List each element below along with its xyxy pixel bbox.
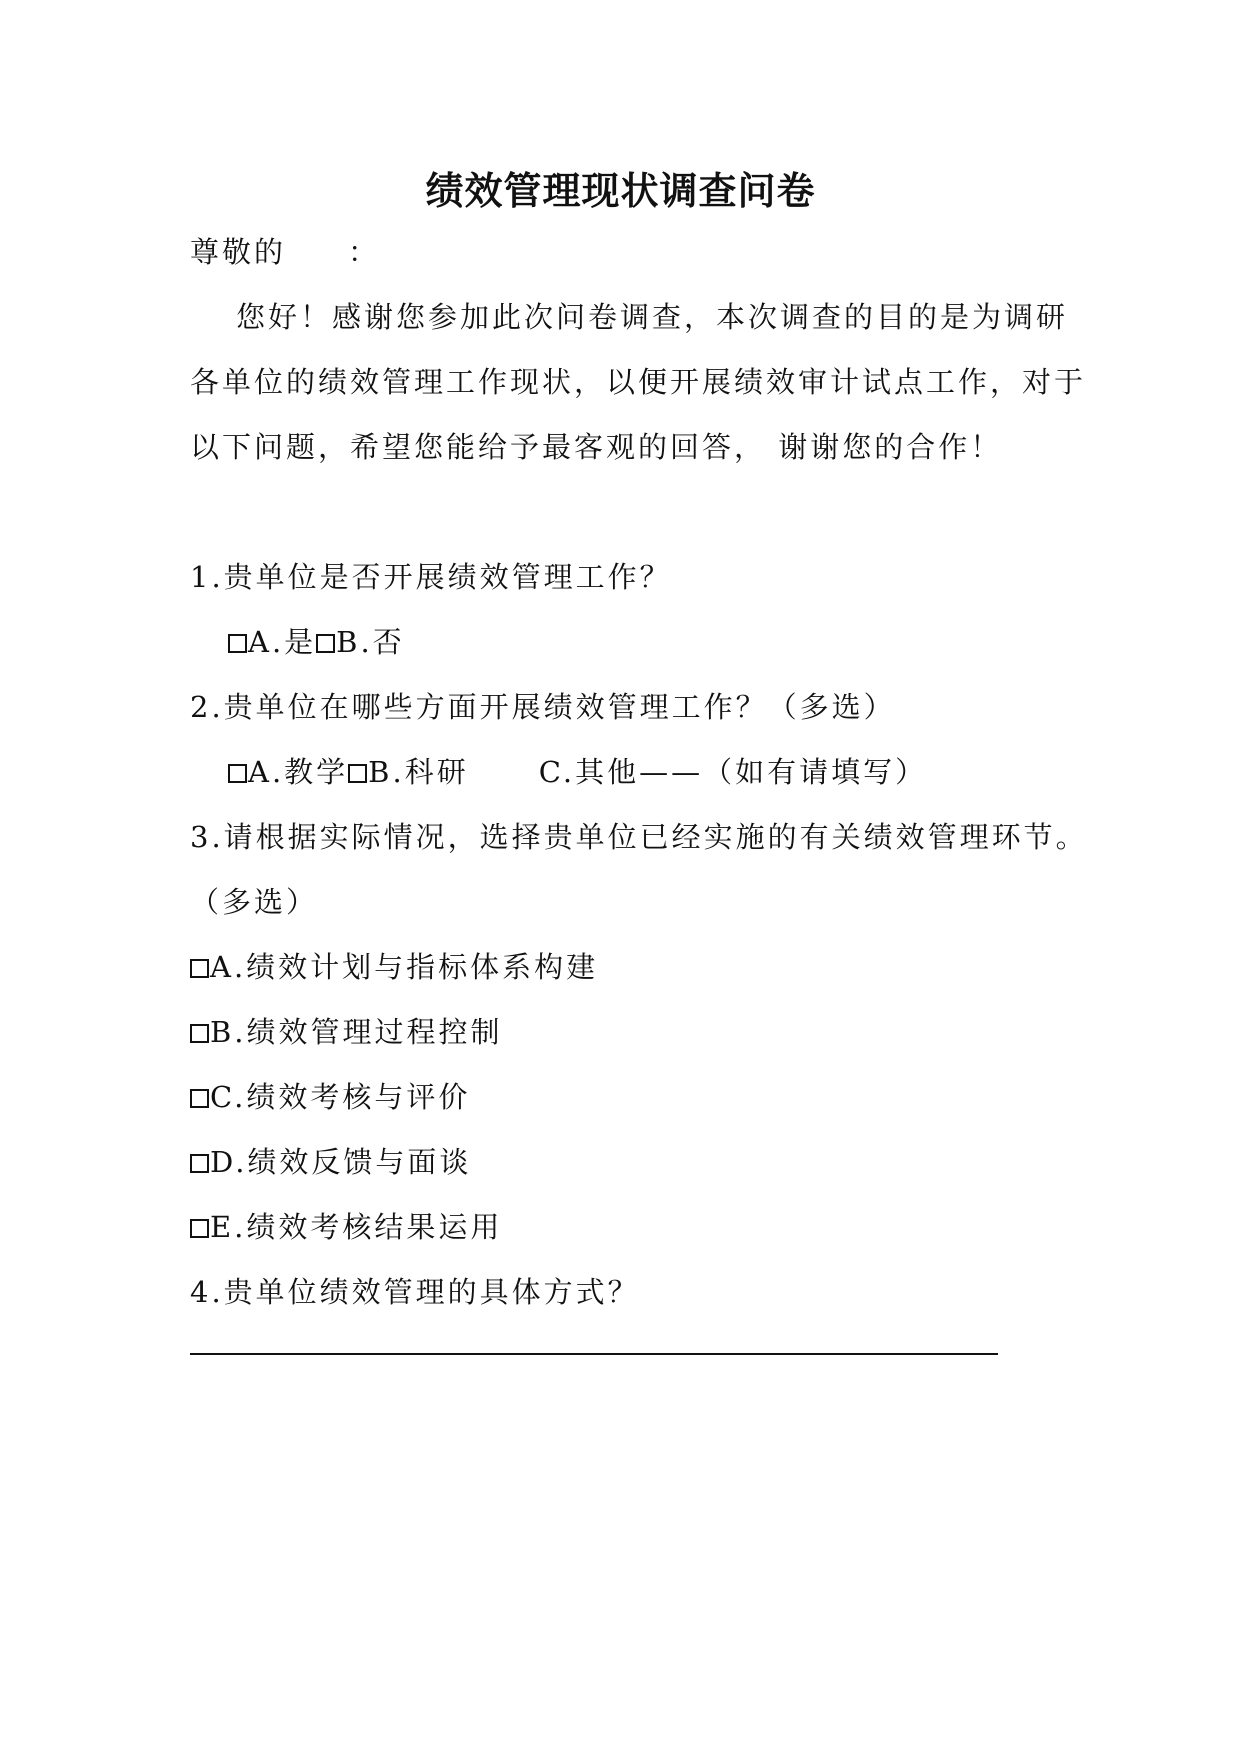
q2-option-a-checkbox[interactable] bbox=[228, 764, 247, 783]
q3-option-c-label: C.绩效考核与评价 bbox=[210, 1080, 471, 1114]
question-3-note: （多选） bbox=[190, 885, 319, 919]
q3-option-a-label: A.绩效计划与指标体系构建 bbox=[210, 950, 599, 984]
q2-option-c-label: C.其他——（如有请填写） bbox=[538, 755, 928, 789]
q3-option-e-checkbox[interactable] bbox=[190, 1219, 209, 1238]
q1-option-a-checkbox[interactable] bbox=[228, 634, 247, 653]
salutation bbox=[190, 232, 380, 272]
q1-option-b-checkbox[interactable] bbox=[316, 634, 335, 653]
q3-option-e bbox=[190, 1207, 502, 1247]
q2-option-a-label: A.教学 bbox=[248, 755, 349, 789]
q3-option-d bbox=[190, 1142, 471, 1182]
q2-option-b-label: B.科研 bbox=[368, 755, 469, 789]
question-3: 3.请根据实际情况，选择贵单位已经实施的有关绩效管理环节。 bbox=[190, 820, 1088, 854]
q3-option-d-checkbox[interactable] bbox=[190, 1154, 209, 1173]
salutation-colon: ： bbox=[348, 235, 381, 269]
q3-option-b bbox=[190, 1012, 503, 1052]
question-1: 1.贵单位是否开展绩效管理工作？ bbox=[190, 560, 672, 594]
question-2: 2.贵单位在哪些方面开展绩效管理工作？（多选） bbox=[190, 690, 896, 724]
q1-option-a-label: A.是 bbox=[248, 625, 317, 659]
q3-option-c-checkbox[interactable] bbox=[190, 1089, 209, 1108]
intro-line-2: 各单位的绩效管理工作现状，以便开展绩效审计试点工作，对于 bbox=[190, 365, 1087, 399]
salutation-prefix: 尊敬的 bbox=[190, 235, 287, 269]
question-4: 4.贵单位绩效管理的具体方式？ bbox=[190, 1275, 640, 1309]
q3-option-e-label: E.绩效考核结果运用 bbox=[210, 1210, 503, 1244]
q3-option-c bbox=[190, 1077, 470, 1117]
q3-option-a-checkbox[interactable] bbox=[190, 959, 209, 978]
q3-option-a bbox=[190, 947, 598, 987]
q1-option-b-label: B.否 bbox=[336, 625, 405, 659]
q2-option-b-checkbox[interactable] bbox=[348, 764, 367, 783]
q4-answer-line[interactable] bbox=[190, 1353, 998, 1355]
intro-line-3: 以下问题，希望您能给予最客观的回答， 谢谢您的合作！ bbox=[190, 430, 1003, 464]
question-1-options bbox=[228, 622, 405, 662]
intro-line-1: 您好！感谢您参加此次问卷调查，本次调查的目的是为调研 bbox=[236, 300, 1069, 334]
q3-option-b-label: B.绩效管理过程控制 bbox=[210, 1015, 503, 1049]
page-title: 绩效管理现状调查问卷 bbox=[425, 168, 816, 213]
q3-option-b-checkbox[interactable] bbox=[190, 1024, 209, 1043]
q3-option-d-label: D.绩效反馈与面谈 bbox=[210, 1145, 472, 1179]
question-2-options bbox=[228, 752, 927, 792]
